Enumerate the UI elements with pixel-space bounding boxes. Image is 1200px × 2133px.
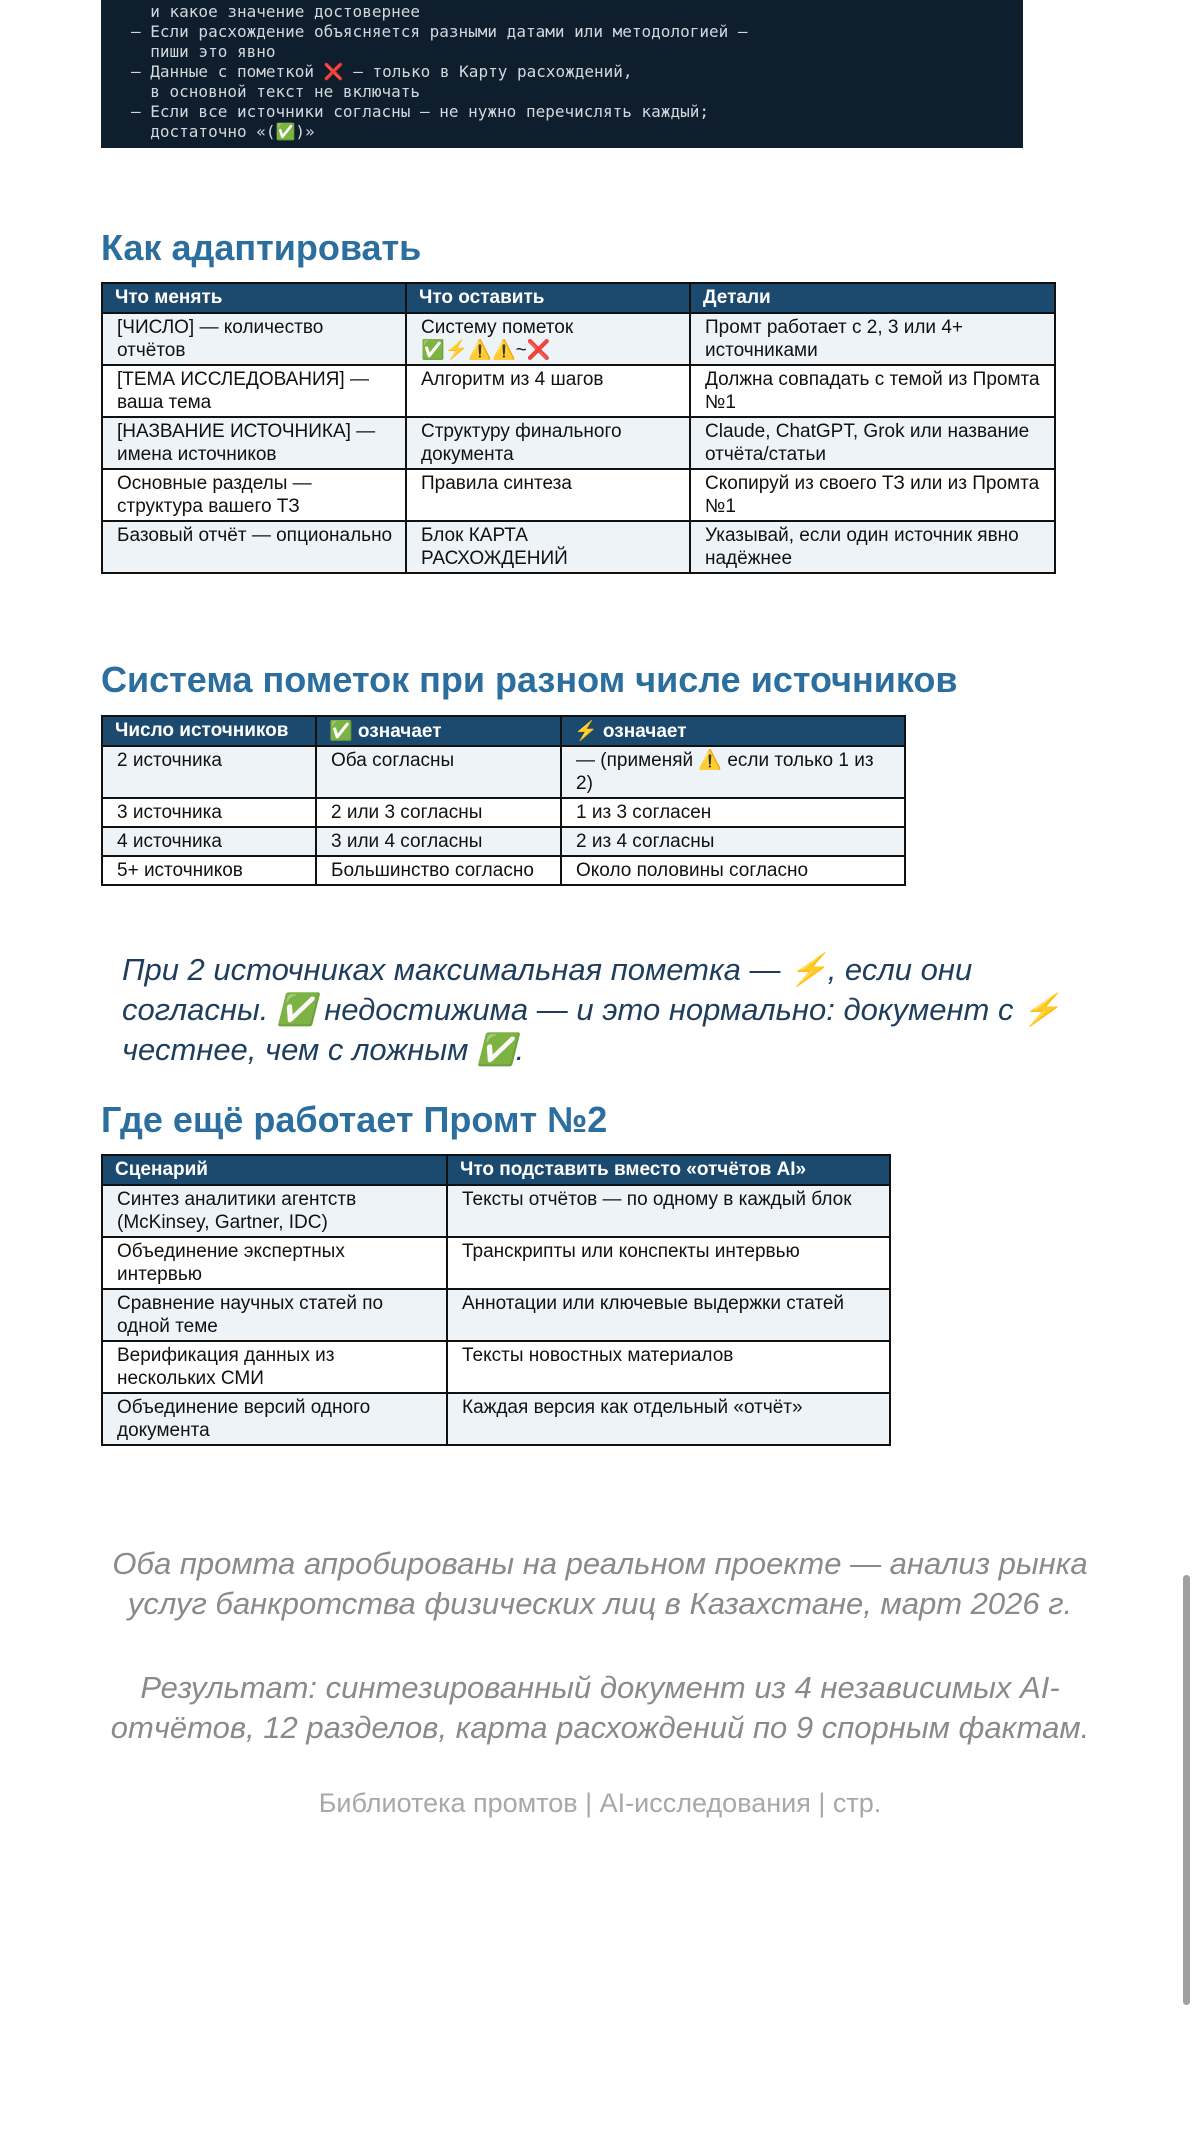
adapt-table <box>101 282 1056 574</box>
code-line: — Если расхождение объясняется разными датами или методологией — <box>131 22 748 41</box>
table-cell: Базовый отчёт — опционально <box>102 521 406 573</box>
table-row <box>102 827 905 856</box>
table-header: Число источников <box>102 716 316 746</box>
table-cell: Оба согласны <box>316 746 561 798</box>
table-cell: 5+ источников <box>102 856 316 885</box>
table-row <box>102 856 905 885</box>
table-cell: Объединение экспертных интервью <box>102 1237 447 1289</box>
table-header: Что подставить вместо «отчётов AI» <box>447 1155 890 1185</box>
table-row <box>102 1393 890 1445</box>
code-line: — Если все источники согласны — не нужно перечислять каждый; <box>131 102 709 121</box>
table-cell: 4 источника <box>102 827 316 856</box>
table-header: Что менять <box>102 283 406 313</box>
table-cell: Тексты отчётов — по одному в каждый блок <box>447 1185 890 1237</box>
section-heading-adapt: Как адаптировать <box>101 227 422 268</box>
callout-quote: При 2 источниках максимальная пометка — ⚡, если они согласны. ✅ недостижима — и это нормально: документ с ⚡ честнее, чем с ложным ✅. <box>122 952 1061 1067</box>
section-heading-marks: Система пометок при разном числе источников <box>101 659 958 700</box>
marks-table <box>101 715 906 886</box>
footer-note-project: Оба промта апробированы на реальном проекте — анализ рынка услуг банкротства физических лиц в Казахстане, март 2026 г. <box>112 1546 1088 1621</box>
footer-note-result: Результат: синтезированный документ из 4 независимых AI-отчётов, 12 разделов, карта расхождений по 9 спорным фактам. <box>110 1670 1090 1745</box>
table-cell: 3 или 4 согласны <box>316 827 561 856</box>
table-row <box>102 1289 890 1341</box>
table-row <box>102 365 1055 417</box>
table-cell: Транскрипты или конспекты интервью <box>447 1237 890 1289</box>
table-cell: 3 источника <box>102 798 316 827</box>
table-cell: Правила синтеза <box>406 469 690 521</box>
code-line: и какое значение достовернее <box>131 2 420 21</box>
table-cell: Верификация данных из нескольких СМИ <box>102 1341 447 1393</box>
table-header: Что оставить <box>406 283 690 313</box>
where-table <box>101 1154 891 1446</box>
table-row <box>102 521 1055 573</box>
code-line: пиши это явно <box>131 42 276 61</box>
table-cell: 2 из 4 согласны <box>561 827 905 856</box>
table-cell: Систему пометок ✅⚡⚠️⚠️~❌ <box>406 313 690 365</box>
table-row <box>102 1185 890 1237</box>
table-cell: Объединение версий одного документа <box>102 1393 447 1445</box>
code-block <box>101 0 1023 148</box>
table-cell: [ЧИСЛО] — количество отчётов <box>102 313 406 365</box>
table-row <box>102 469 1055 521</box>
table-header: Детали <box>690 283 1055 313</box>
table-header: Сценарий <box>102 1155 447 1185</box>
table-cell: Промт работает с 2, 3 или 4+ источниками <box>690 313 1055 365</box>
table-cell: — (применяй ⚠️ если только 1 из 2) <box>561 746 905 798</box>
table-cell: Тексты новостных материалов <box>447 1341 890 1393</box>
code-line: — Данные с пометкой ❌ — только в Карту расхождений, <box>131 62 633 81</box>
table-cell: 2 или 3 согласны <box>316 798 561 827</box>
table-row <box>102 1237 890 1289</box>
scrollbar-thumb[interactable] <box>1183 1575 1190 2005</box>
table-cell: 1 из 3 согласен <box>561 798 905 827</box>
table-cell: Большинство согласно <box>316 856 561 885</box>
table-cell: Указывай, если один источник явно надёжнее <box>690 521 1055 573</box>
table-row <box>102 1341 890 1393</box>
table-cell: [ТЕМА ИССЛЕДОВАНИЯ] — ваша тема <box>102 365 406 417</box>
table-cell: Основные разделы — структура вашего ТЗ <box>102 469 406 521</box>
table-cell: Аннотации или ключевые выдержки статей <box>447 1289 890 1341</box>
table-cell: Сравнение научных статей по одной теме <box>102 1289 447 1341</box>
table-cell: Скопируй из своего ТЗ или из Промта №1 <box>690 469 1055 521</box>
table-row <box>102 313 1055 365</box>
table-row <box>102 746 905 798</box>
table-cell: Должна совпадать с темой из Промта №1 <box>690 365 1055 417</box>
table-cell: [НАЗВАНИЕ ИСТОЧНИКА] — имена источников <box>102 417 406 469</box>
table-header: ✅ означает <box>316 716 561 746</box>
page-footer: Библиотека промтов | AI-исследования | стр. <box>318 1788 882 1818</box>
table-cell: 2 источника <box>102 746 316 798</box>
table-row <box>102 798 905 827</box>
table-cell: Блок КАРТА РАСХОЖДЕНИЙ <box>406 521 690 573</box>
code-line: достаточно «(✅)» <box>131 122 315 141</box>
table-row <box>102 417 1055 469</box>
code-line: в основной текст не включать <box>131 82 420 101</box>
table-cell: Около половины согласно <box>561 856 905 885</box>
table-cell: Каждая версия как отдельный «отчёт» <box>447 1393 890 1445</box>
table-cell: Claude, ChatGPT, Grok или название отчёта/статьи <box>690 417 1055 469</box>
table-header: ⚡ означает <box>561 716 905 746</box>
table-cell: Алгоритм из 4 шагов <box>406 365 690 417</box>
table-cell: Структуру финального документа <box>406 417 690 469</box>
table-cell: Синтез аналитики агентств (McKinsey, Gartner, IDC) <box>102 1185 447 1237</box>
section-heading-where: Где ещё работает Промт №2 <box>101 1099 608 1140</box>
